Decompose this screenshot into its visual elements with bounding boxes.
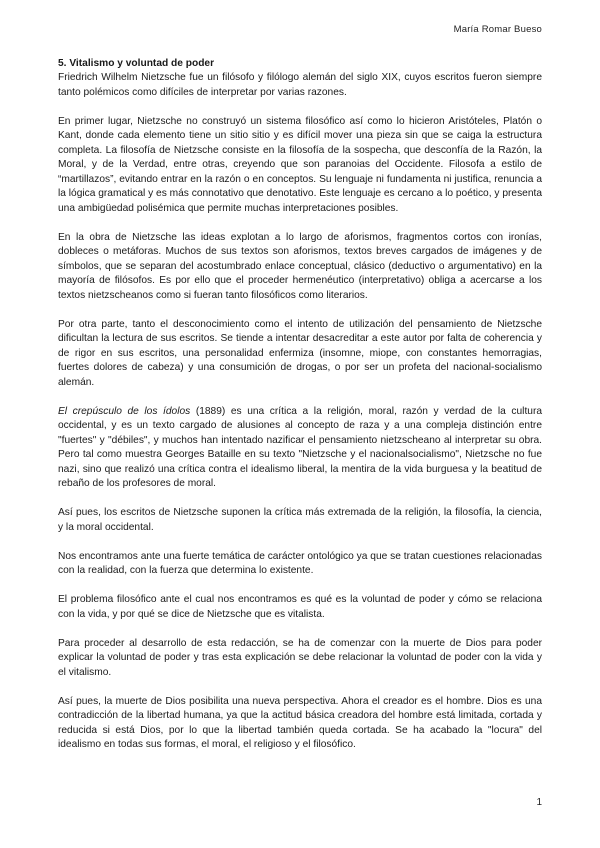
author-name: María Romar Bueso bbox=[453, 24, 542, 35]
document-body bbox=[58, 57, 542, 753]
paragraph-ontology: Nos encontramos ante una fuerte temática de carácter ontológico ya que se tratan cuestiones relacionadas con la realidad, con la fuerza que determina lo existente. bbox=[58, 550, 542, 576]
page-number: 1 bbox=[536, 797, 542, 808]
paragraph-critique: Así pues, los escritos de Nietzsche suponen la crítica más extremada de la religión, la filosofía, la ciencia, y la moral occidental. bbox=[58, 507, 542, 533]
book-title: El crepúsculo de los ídolos bbox=[58, 405, 191, 417]
paragraph-intro: Friedrich Wilhelm Nietzsche fue un filósofo y filólogo alemán del siglo XIX, cuyos escritos fueron siempre tanto polémicos como difíciles de interpretar por varias razones. bbox=[58, 72, 542, 98]
paragraph-misreading: Por otra parte, tanto el desconocimiento como el intento de utilización del pensamiento de Nietzsche dificultan la lectura de sus escritos. Se tiende a intentar desacreditar a este autor por falta de coherencia y de rigor en sus escritos, una personalidad enfermiza (insomne, miope, con constantes hemorragias, fuertes dolores de cabeza) y una consumición de drogas, o por ser un profeta del nacional-socialismo alemán. bbox=[58, 318, 542, 388]
section-heading: 5. Vitalismo y voluntad de poder bbox=[58, 58, 215, 69]
paragraph-method: Para proceder al desarrollo de esta redacción, se ha de comenzar con la muerte de Dios para poder explicar la voluntad de poder y tras esta explicación se debe relacionar la voluntad de poder con la vida y el vitalismo. bbox=[58, 637, 542, 678]
paragraph-problem: El problema filosófico ante el cual nos encontramos es qué es la voluntad de poder y cómo se relaciona con la vida, y por qué se dice de Nietzsche que es vitalista. bbox=[58, 594, 542, 620]
paragraph-twilight bbox=[58, 405, 542, 492]
paragraph-death-of-god: Así pues, la muerte de Dios posibilita una nueva perspectiva. Ahora el creador es el hombre. Dios es una contradicción de la libertad humana, ya que la actitud básica creadora del hombre está limitada, cortada y reducida si está Dios, por lo que la libertad también queda cortada. Se ha acabado la "locura" del idealismo en todas sus formas, el moral, el religioso y el filosófico. bbox=[58, 695, 542, 750]
paragraph-twilight-text: (1889) es una crítica a la religión, moral, razón y verdad de la cultura occidental, y es un texto cargado de alusiones al concepto de raza y a una compleja distinción entre "fuertes" y "débiles", y muchos han intentado nazificar el pensamiento nietzscheano al interpretar su obra. Pero tal como muestra Georges Bataille en su texto "Nietzsche y el nacionalsocialismo", Nietzsche no fue nazi, sino que realizó una crítica contra el idealismo liberal, la mentira de la vida burguesa y la beatitud de rebaño de los profesores de moral. bbox=[58, 405, 542, 489]
paragraph-system: En primer lugar, Nietzsche no construyó un sistema filosófico así como lo hicieron Aristóteles, Platón o Kant, donde cada elemento tiene un sitio sitio y es difícil mover una pieza sin que se caiga la estructura completa. La filosofía de Nietzsche consiste en la filosofía de la sospecha, que desconfía de la Razón, la Moral, y de la Verdad, entre otras, creyendo que son paranoias del Occidente. Filosofa a estilo de “martillazos”, evitando entrar en la razón o en conceptos. Su lenguaje ni fundamenta ni justifica, renuncia a la lógica gramatical y es más connotativo que denotativo. Este lenguaje es cercano a lo poético, y presenta una ambigüedad polisémica que permite muchas interpretaciones posibles. bbox=[58, 115, 542, 214]
paragraph-aphorisms: En la obra de Nietzsche las ideas explotan a lo largo de aforismos, fragmentos cortos con ironías, dobleces o metáforas. Muchos de sus textos son aforismos, textos breves cargados de imágenes y de símbolos, que se separan del acostumbrado enlace conceptual, clásico (deductivo o argumentativo) en la mayoría de filósofos. Es por ello que el proceder hermenéutico (interpretativo) obliga a acercarse a los textos nietzscheanos como si fueran tanto filosóficos como literarios. bbox=[58, 231, 542, 301]
